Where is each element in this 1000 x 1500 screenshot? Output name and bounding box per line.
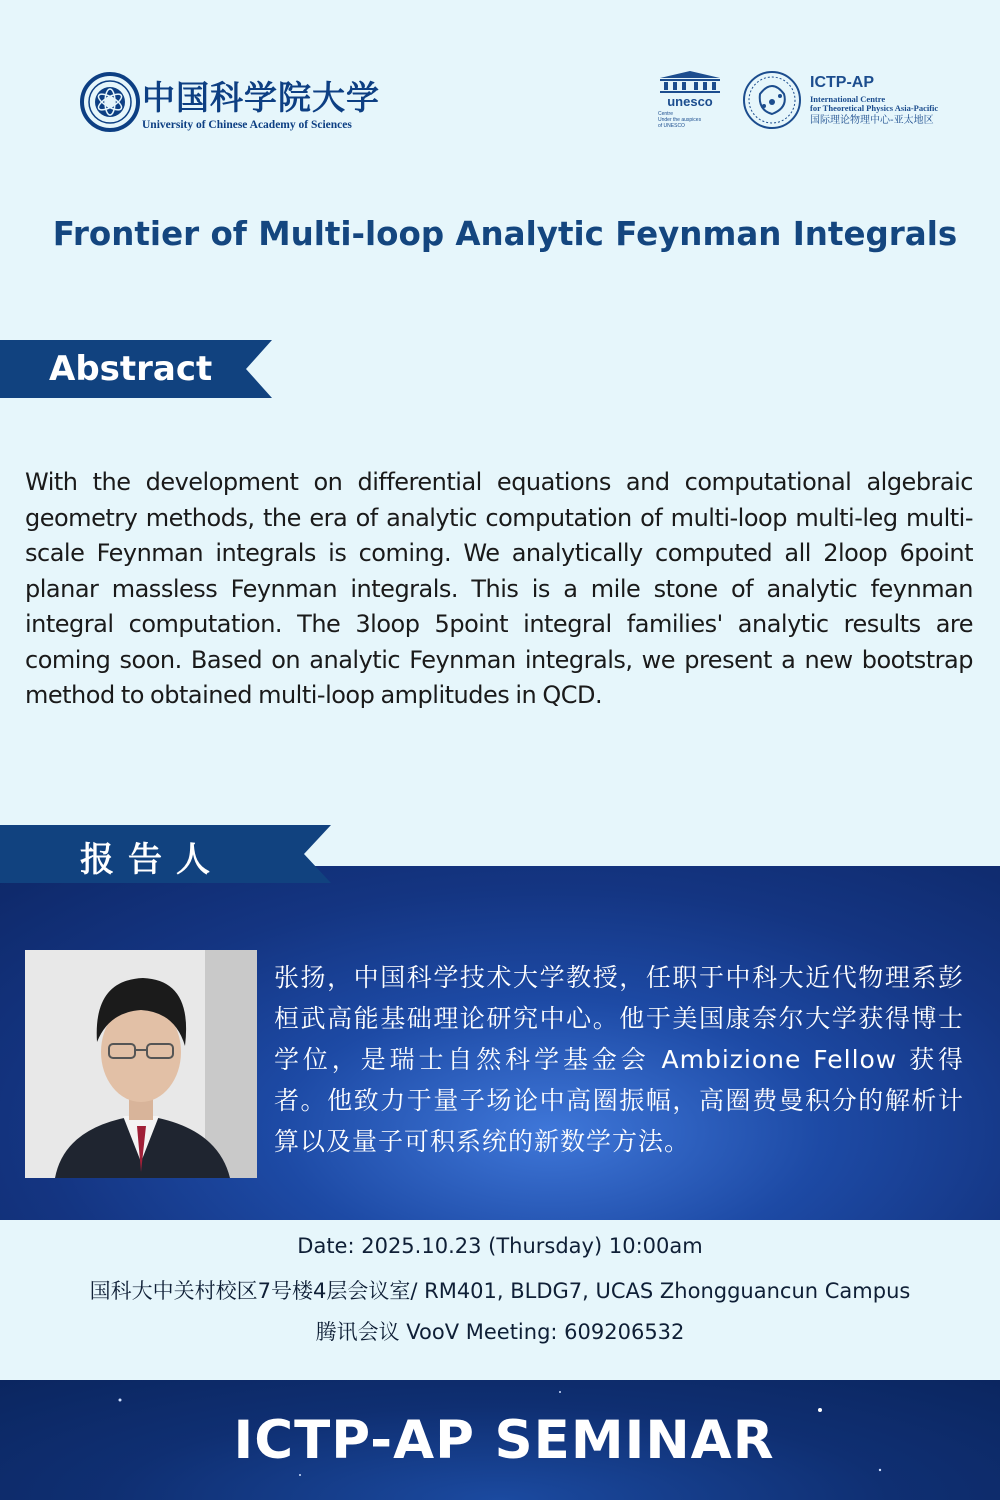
seminar-venue: 国科大中关村校区7号楼4层会议室/ RM401, BLDG7, UCAS Zhongguancun Campus [89, 1279, 911, 1303]
ucas-emblem-icon [80, 72, 140, 132]
speaker-banner [0, 825, 340, 883]
footer-banner [0, 1380, 1000, 1500]
ictp-ap-name-cn: 国际理论物理中心-亚太地区 [810, 115, 934, 126]
abstract-body: With the development on differential equations and computational algebraic geometry methods, the era of analytic computation of multi-loop multi-leg multi-scale Feynman integrals is coming. We analytically computed all 2loop 6point planar massless Feynman integrals. This is a mile stone of analytic feynman integral computation. The 3loop 5point integral families' analytic results are coming soon. Based on analytic Feynman integrals, we present a new bootstrap method to obtained multi-loop amplitudes in QCD. [25, 468, 973, 709]
ictp-ap-subtitle-2: for Theoretical Physics Asia-Pacific [810, 103, 939, 113]
ictp-ap-name: ICTP-AP [810, 74, 874, 91]
header [0, 0, 1000, 180]
ictp-ap-subtitle-1: International Centre [810, 94, 886, 104]
ucas-name-cn: 中国科学院大学 [142, 78, 380, 117]
unesco-logo [658, 70, 724, 132]
seminar-meeting-id: 腾讯会议 VooV Meeting: 609206532 [315, 1320, 685, 1344]
speaker-section [0, 866, 1000, 1220]
footer-title: ICTP-AP SEMINAR [233, 1410, 775, 1471]
seminar-title: Frontier of Multi-loop Analytic Feynman Integrals [52, 215, 958, 253]
abstract-heading: Abstract [49, 349, 213, 389]
ucas-name-en: University of Chinese Academy of Sciences [142, 119, 352, 131]
ictp-ap-emblem-icon [742, 70, 802, 130]
unesco-subtitle: Centre Under the auspices of UNESCO [658, 111, 702, 129]
abstract-banner [0, 340, 275, 398]
speaker-bio: 张扬，中国科学技术大学教授，任职于中科大近代物理系彭桓武高能基础理论研究中心。他于美国康奈尔大学获得博士学位，是瑞士自然科学基金会 Ambizione Fellow 获得者。他致力于量子场论中高圈振幅，高圈费曼积分的解析计算以及量子可积系统的新数学方法。 [274, 963, 964, 1156]
seminar-date: Date: 2025.10.23 (Thursday) 10:00am [297, 1234, 703, 1258]
speaker-heading: 报告人 [80, 840, 224, 880]
speaker-photo [25, 950, 257, 1178]
unesco-temple-icon [658, 70, 722, 94]
unesco-wordmark: unesco [667, 94, 713, 109]
